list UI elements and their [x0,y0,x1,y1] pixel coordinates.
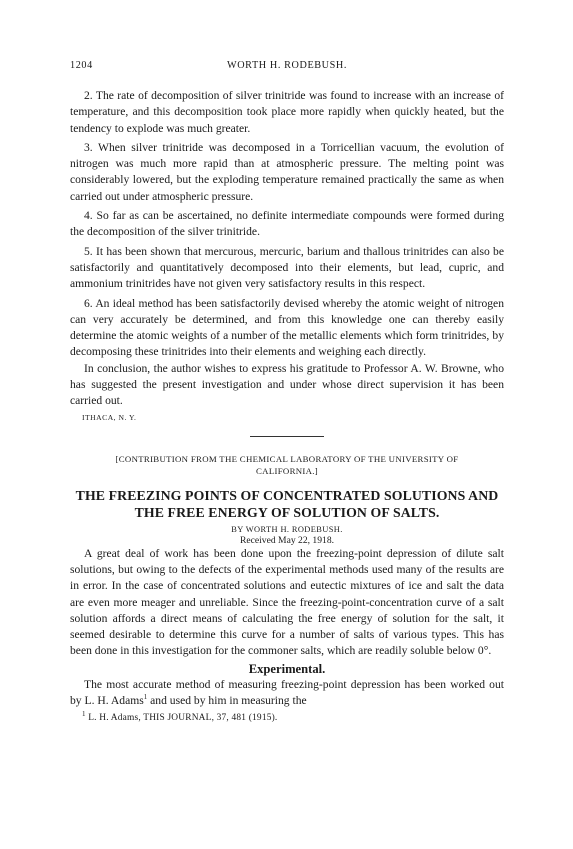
footnote [82,712,504,724]
intro-paragraph: A great deal of work has been done upon the freezing-point depression of dilute salt solutions, but owing to the defects of the experimental methods used many of the results are in error. In the case of concentrated solutions and eutectic mixtures of ice and salt the data are even more meager and unreliable. Since the freezing-point-concentration curve of a salt solution affords a direct means of calculating the free energy of solution for the salt, it seemed desirable to determine this curve for a number of salts of various types. This has been done in this investigation for the commoner salts, which are readily soluble below 0°. [70,546,504,658]
article-body [70,546,504,710]
conclusion-paragraph: 3. When silver trinitride was decomposed in a Torricellian vacuum, the evolution of nitrogen was much more rapid than at atmospheric pressure. The melting point was considerably lowered, but the exploding temperature remained practically the same as when carried out under atmospheric pressure. [70,140,504,203]
section-heading: Experimental. [248,661,326,676]
conclusions-section [70,88,504,410]
section-divider [250,436,324,437]
footnote-reference: 1 [143,693,148,702]
footnote-mark: 1 [82,710,86,719]
contribution-note: [CONTRIBUTION FROM THE CHEMICAL LABORATORY OF THE UNIVERSITY OF CALIFORNIA.] [115,453,459,477]
footnote-text: L. H. Adams, THIS JOURNAL, 37, 481 (1915). [85,713,278,724]
conclusion-paragraph: 2. The rate of decomposition of silver trinitride was found to increase with an increase of temperature, and this decomposition took place more rapidly when quickly heated, but the tendency to explode was much greater. [70,89,504,135]
article-author: BY WORTH H. RODEBUSH. [231,524,343,534]
article-title-line: THE FREE ENERGY OF SOLUTION OF SALTS. [134,504,440,520]
place-line: ITHACA, N. Y. [82,412,137,422]
experimental-paragraph [70,677,504,710]
running-title: WORTH H. RODEBUSH. [227,60,347,71]
experimental-text: The most accurate method of measuring freezing-point depression has been worked out by L. H. Adams [70,677,504,708]
conclusion-paragraph: 6. An ideal method has been satisfactorily devised whereby the atomic weight of nitrogen can very accurately be determined, and from this knowledge one can thereby easily determine the atomic weights of a number of the metallic elements which form trinitrides, by decomposing these trinitrides into their elements and weighing each directly. [70,296,504,359]
conclusion-paragraph: 5. It has been shown that mercurous, mercuric, barium and thallous trinitrides can also be satisfactorily and quantitatively decomposed into their elements, but lead, cupric, and ammonium trinitrides have not given very satisfactory results in this respect. [70,244,504,291]
article-title-line: THE FREEZING POINTS OF CONCENTRATED SOLUTIONS AND [75,487,499,503]
page-number: 1204 [70,60,93,71]
journal-page [70,60,504,724]
received-date: Received May 22, 1918. [239,534,335,546]
acknowledgement-paragraph: In conclusion, the author wishes to express his gratitude to Professor A. W. Browne, who has suggested the present investigation and under whose direct supervision it has been carried out. [70,361,504,408]
article-title [70,487,504,521]
conclusion-paragraph: 4. So far as can be ascertained, no definite intermediate compounds were formed during the decomposition of the silver trinitride. [70,209,504,239]
experimental-text: and used by him in measuring the [147,694,307,708]
page-header [70,60,504,78]
